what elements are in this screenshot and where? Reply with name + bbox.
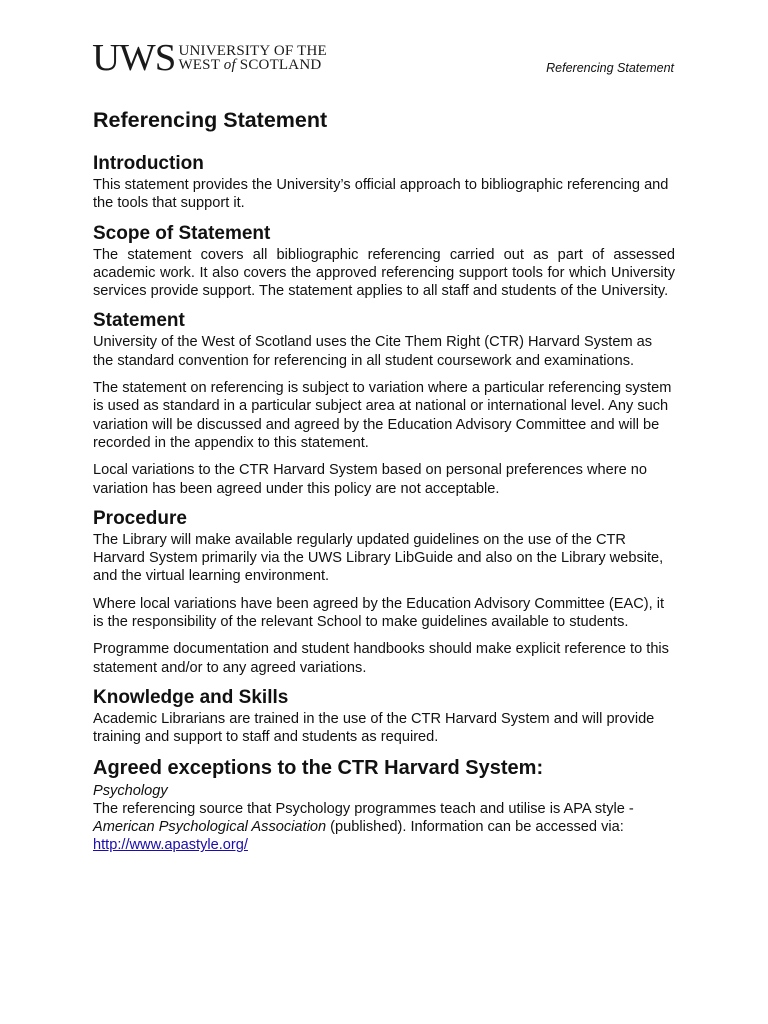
paragraph [93, 800, 675, 855]
paragraph: The statement on referencing is subject to variation where a particular referencing system is used as standard in a particular subject area at national or international level. Any such variation will be discussed and agreed by the Education Advisory Committee and will be recorded in the appendix to this statement. [93, 380, 672, 451]
paragraph: This statement provides the University’s official approach to bibliographic referencing and the tools that support it. [93, 177, 669, 212]
section-scope [93, 222, 675, 301]
logo-line-1: UNIVERSITY OF THE [178, 43, 327, 59]
logo-wordmark [178, 44, 326, 72]
apa-style-link[interactable]: http://www.apastyle.org/ [93, 837, 248, 854]
section-statement [93, 309, 675, 497]
text-run-italic: American Psychological Association [93, 819, 327, 836]
paragraph: University of the West of Scotland uses the Cite Them Right (CTR) Harvard System as the standard convention for referencing in all student coursework and examinations. [93, 334, 653, 369]
section-heading: Scope of Statement [93, 222, 271, 244]
page-title: Referencing Statement [93, 108, 328, 132]
text-run: The referencing source that Psychology programmes teach and utilise is APA style - [93, 800, 634, 817]
paragraph: Where local variations have been agreed by the Education Advisory Committee (EAC), it is the responsibility of the relevant School to make guidelines available to students. [93, 595, 665, 631]
document-body [93, 106, 675, 864]
section-heading: Statement [93, 310, 185, 332]
logo-line-2-b: SCOTLAND [235, 57, 322, 73]
uws-logo [92, 37, 327, 79]
section-exceptions [93, 756, 675, 855]
logo-abbreviation: UWS [92, 37, 176, 79]
section-heading: Introduction [93, 153, 204, 174]
subheading-psychology: Psychology [93, 782, 168, 799]
paragraph: The Library will make available regularly updated guidelines on the use of the CTR Harvard System primarily via the UWS Library LibGuide and also on the Library website, and the virtual learning environment. [93, 531, 664, 585]
paragraph: Academic Librarians are trained in the use of the CTR Harvard System and will provide training and support to staff and students as required. [93, 710, 655, 746]
paragraph: The statement covers all bibliographic referencing carried out as part of assessed academic work. It also covers the approved referencing support tools for which University services provide support. The statement applies to all staff and students of the University. [93, 246, 675, 300]
section-introduction [93, 152, 675, 213]
text-run: (published). Information can be accessed via: [326, 819, 624, 836]
section-procedure [93, 507, 675, 677]
section-knowledge [93, 686, 675, 747]
section-heading: Agreed exceptions to the CTR Harvard System: [93, 756, 544, 779]
logo-line-2-of: of [223, 57, 236, 73]
section-heading: Procedure [93, 507, 187, 529]
section-heading: Knowledge and Skills [93, 686, 289, 708]
paragraph: Programme documentation and student handbooks should make explicit reference to this statement and/or to any agreed variations. [93, 641, 669, 676]
paragraph: Local variations to the CTR Harvard System based on personal preferences where no variation has been agreed under this policy are not acceptable. [93, 462, 648, 497]
running-head: Referencing Statement [546, 61, 674, 75]
logo-line-2-a: WEST [178, 57, 224, 73]
